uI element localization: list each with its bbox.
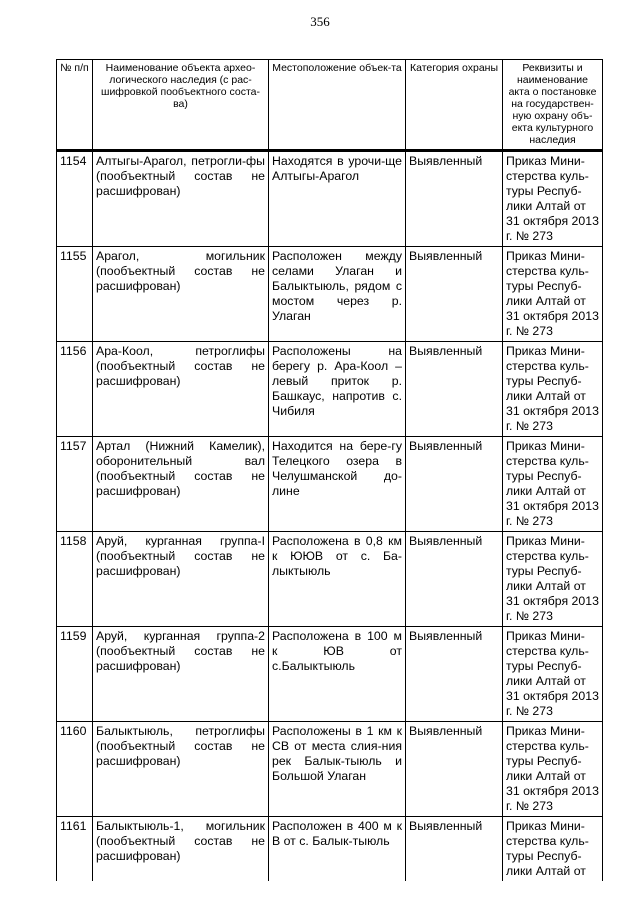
object-location: Находятся в урочи-ще Алтыгы-Арагол — [269, 151, 406, 247]
row-number: 1156 — [57, 342, 93, 437]
row-number: 1158 — [57, 532, 93, 627]
act-details: Приказ Мини-стерства куль-туры Респуб-лики Алтай от 31 октября 2013 г. № 273 — [503, 532, 603, 627]
row-number: 1155 — [57, 247, 93, 342]
table-row — [57, 627, 603, 722]
table-row — [57, 342, 603, 437]
table-row — [57, 532, 603, 627]
table-row — [57, 817, 603, 882]
object-name: Аруй, курганная группа-I (пообъектный состав не расшифрован) — [93, 532, 269, 627]
object-name: Ара-Коол, петроглифы (пообъектный состав не расшифрован) — [93, 342, 269, 437]
protection-category: Выявленный — [406, 151, 503, 247]
table-header-row — [57, 60, 603, 151]
protection-category: Выявленный — [406, 627, 503, 722]
row-number: 1157 — [57, 437, 93, 532]
protection-category: Выявленный — [406, 437, 503, 532]
page-number: 356 — [310, 14, 330, 29]
protection-category: Выявленный — [406, 817, 503, 882]
act-details: Приказ Мини-стерства куль-туры Респуб-лики Алтай от 31 октября 2013 г. № 273 — [503, 247, 603, 342]
object-name: Аруй, курганная группа-2 (пообъектный состав не расшифрован) — [93, 627, 269, 722]
table-row — [57, 247, 603, 342]
heritage-registry-table — [56, 59, 603, 881]
row-number: 1161 — [57, 817, 93, 882]
table-row — [57, 437, 603, 532]
object-name: Балыктыюль, петроглифы (пообъектный состав не расшифрован) — [93, 722, 269, 817]
act-details: Приказ Мини-стерства куль-туры Респуб-лики Алтай от 31 октября 2013 г. № 273 — [503, 437, 603, 532]
row-number: 1159 — [57, 627, 93, 722]
object-location: Расположен между селами Улаган и Балыктыюль, рядом с мостом через р. Улаган — [269, 247, 406, 342]
protection-category: Выявленный — [406, 247, 503, 342]
act-details: Приказ Мини-стерства куль-туры Респуб-лики Алтай от 31 октября 2013 г. № 273 — [503, 627, 603, 722]
header-location: Местоположение объек-та — [269, 60, 406, 151]
object-location: Расположен в 400 м к В от с. Балык-тыюль — [269, 817, 406, 882]
object-location: Расположены на берегу р. Ара-Коол – левый приток р. Башкаус, напротив с. Чибиля — [269, 342, 406, 437]
act-details: Приказ Мини-стерства куль-туры Респуб-лики Алтай от 31 октября 2013 г. № 273 — [503, 722, 603, 817]
header-object-name: Наименование объекта архео-логического наследия (с рас-шифровкой пообъектного соста-ва) — [93, 60, 269, 151]
row-number: 1154 — [57, 151, 93, 247]
object-name: Арагол, могильник (пообъектный состав не расшифрован) — [93, 247, 269, 342]
header-protection-category: Категория охраны — [406, 60, 503, 151]
protection-category: Выявленный — [406, 342, 503, 437]
act-details: Приказ Мини-стерства куль-туры Респуб-лики Алтай от — [503, 817, 603, 882]
object-name: Артал (Нижний Камелик), оборонительный вал (пообъектный состав не расшифрован) — [93, 437, 269, 532]
act-details: Приказ Мини-стерства куль-туры Респуб-лики Алтай от 31 октября 2013 г. № 273 — [503, 151, 603, 247]
header-act-details: Реквизиты и наименование акта о постановке на государствен-ную охрану объ-екта культурного наследия — [503, 60, 603, 151]
header-number: № п/п — [57, 60, 93, 151]
table-row — [57, 151, 603, 247]
object-location: Расположена в 100 м к ЮВ от с.Балыктыюль — [269, 627, 406, 722]
row-number: 1160 — [57, 722, 93, 817]
protection-category: Выявленный — [406, 722, 503, 817]
table-row — [57, 722, 603, 817]
object-name: Балыктыюль-1, могильник (пообъектный состав не расшифрован) — [93, 817, 269, 882]
object-name: Алтыгы-Арагол, петрогли-фы (пообъектный состав не расшифрован) — [93, 151, 269, 247]
protection-category: Выявленный — [406, 532, 503, 627]
object-location: Расположена в 0,8 км к ЮЮВ от с. Ба-лыктыюль — [269, 532, 406, 627]
object-location: Расположены в 1 км к СВ от места слия-ния рек Балык-тыюль и Большой Улаган — [269, 722, 406, 817]
object-location: Находится на бере-гу Телецкого озера в Челушманской до-лине — [269, 437, 406, 532]
act-details: Приказ Мини-стерства куль-туры Респуб-лики Алтай от 31 октября 2013 г. № 273 — [503, 342, 603, 437]
